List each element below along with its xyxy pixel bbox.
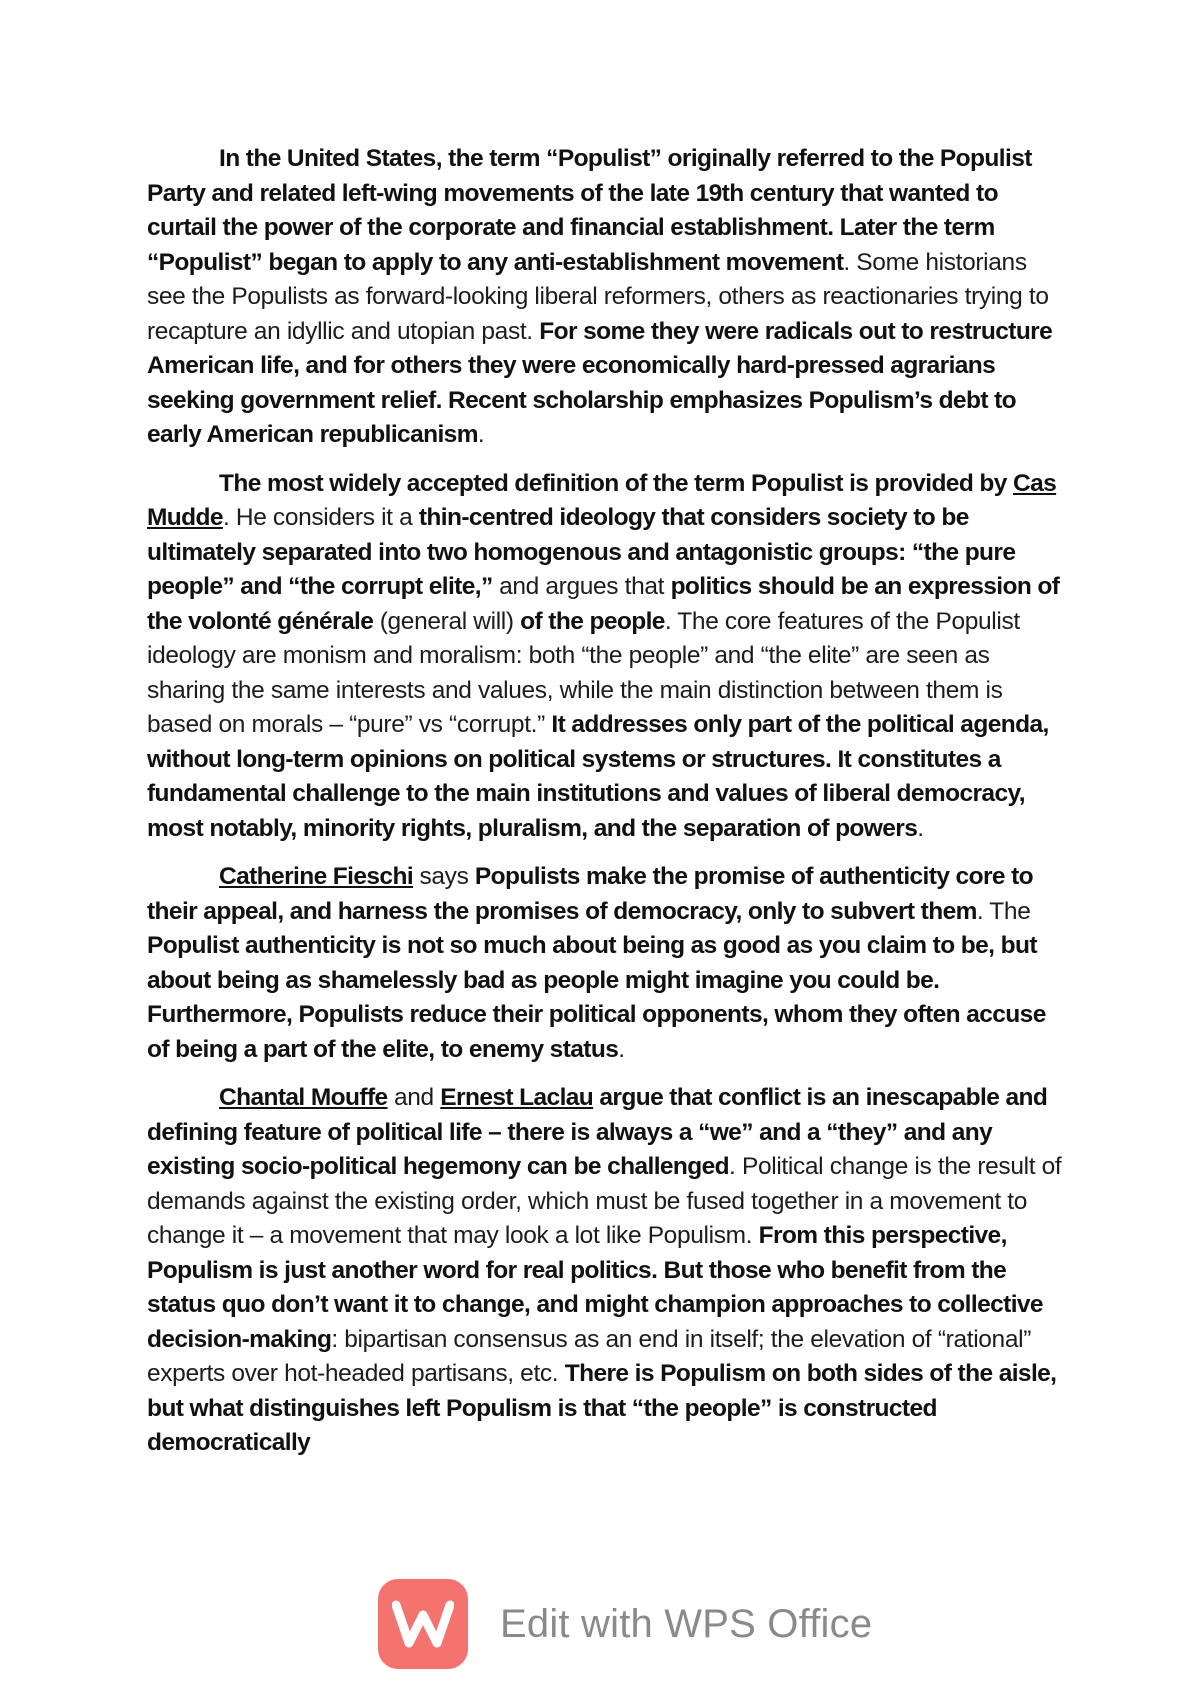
document-body: [147, 142, 1067, 1475]
paragraph-3: [147, 860, 1067, 1067]
text-run: : bipartisan consensus as an end in itself; the elevation of “rational” experts over hot-headed partisans, etc.: [147, 1325, 1032, 1387]
text-run: (general will): [373, 607, 521, 635]
text-run: From this perspective, Populism is just another word for real politics. But those who benefit from the status quo don’t want it to change, and might champion approaches to collective decision-making: [147, 1222, 1043, 1353]
text-run: The most widely accepted definition of the term Populist is provided by: [219, 469, 1013, 497]
text-run: .: [618, 1035, 625, 1063]
link-cas-mudde[interactable]: Cas Mudde: [147, 469, 1057, 531]
paragraph-1: [147, 142, 1067, 453]
text-run: Populists make the promise of authenticity core to their appeal, and harness the promises of democracy, only to subvert them: [147, 863, 1034, 925]
text-run: Populist authenticity is not so much about being as good as you claim to be, but about being as shamelessly bad as people might imagine you could be. Furthermore, Populists reduce their political opponents, whom they often accuse of being a part of the elite, to enemy status: [147, 932, 1046, 1063]
wps-edit-banner[interactable]: [378, 1578, 872, 1670]
wps-logo-icon: [378, 1579, 468, 1669]
text-run: . Political change is the result of demands against the existing order, which must be fused together in a movement to change it – a movement that may look a lot like Populism.: [147, 1153, 1062, 1249]
wps-edit-label[interactable]: Edit with WPS Office: [500, 1601, 873, 1646]
text-run: politics should be an expression of the volonté générale: [147, 573, 1060, 635]
text-run: argue that conflict is an inescapable and defining feature of political life – there is always a “we” and a “they” and any existing socio-political hegemony can be challenged: [147, 1084, 1048, 1180]
text-run: thin-centred ideology that considers society to be ultimately separated into two homogenous and antagonistic groups: “the pure people” and “the corrupt elite,”: [147, 504, 1016, 600]
link-chantal-mouffe[interactable]: Chantal Mouffe: [219, 1084, 388, 1111]
paragraph-2: [147, 467, 1067, 847]
text-run: and: [387, 1084, 441, 1111]
text-run: says: [413, 863, 475, 890]
text-run: and argues that: [492, 573, 671, 600]
text-run: . He considers it a: [222, 504, 419, 531]
text-run: . The: [976, 897, 1031, 925]
text-run: .: [917, 814, 924, 842]
text-run: For some they were radicals out to restructure American life, and for others they were economically hard-pressed agrarians seeking government relief. Recent scholarship emphasizes Populism’s debt to early American republicanism: [147, 317, 1053, 448]
link-ernest-laclau[interactable]: Ernest Laclau: [440, 1084, 594, 1111]
text-run: .: [477, 421, 485, 448]
text-run: of the people: [520, 607, 665, 635]
text-run: In the United States, the term “Populist” originally referred to the Populist Party and related left-wing movements of the late 19th century that wanted to curtail the power of the corporate and financial establishment. Later the term “Populist” began to apply to any anti-establishment movement: [147, 145, 1032, 276]
text-run: There is Populism on both sides of the aisle, but what distinguishes left Populism is that “the people” is constructed democratically: [147, 1360, 1057, 1456]
text-run: . Some historians see the Populists as forward-looking liberal reformers, others as reactionaries trying to recapture an idyllic and utopian past.: [147, 248, 1049, 345]
paragraph-4: [147, 1081, 1067, 1461]
link-catherine-fieschi[interactable]: Catherine Fieschi: [219, 863, 414, 890]
text-run: . The core features of the Populist ideology are monism and moralism: both “the people” and “the elite” are seen as sharing the same interests and values, while the main distinction between them is based on morals – “pure” vs “corrupt.”: [147, 607, 1020, 738]
text-run: It addresses only part of the political agenda, without long-term opinions on political systems or structures. It constitutes a fundamental challenge to the main institutions and values of liberal democracy, most notably, minority rights, pluralism, and the separation of powers: [147, 711, 1049, 842]
